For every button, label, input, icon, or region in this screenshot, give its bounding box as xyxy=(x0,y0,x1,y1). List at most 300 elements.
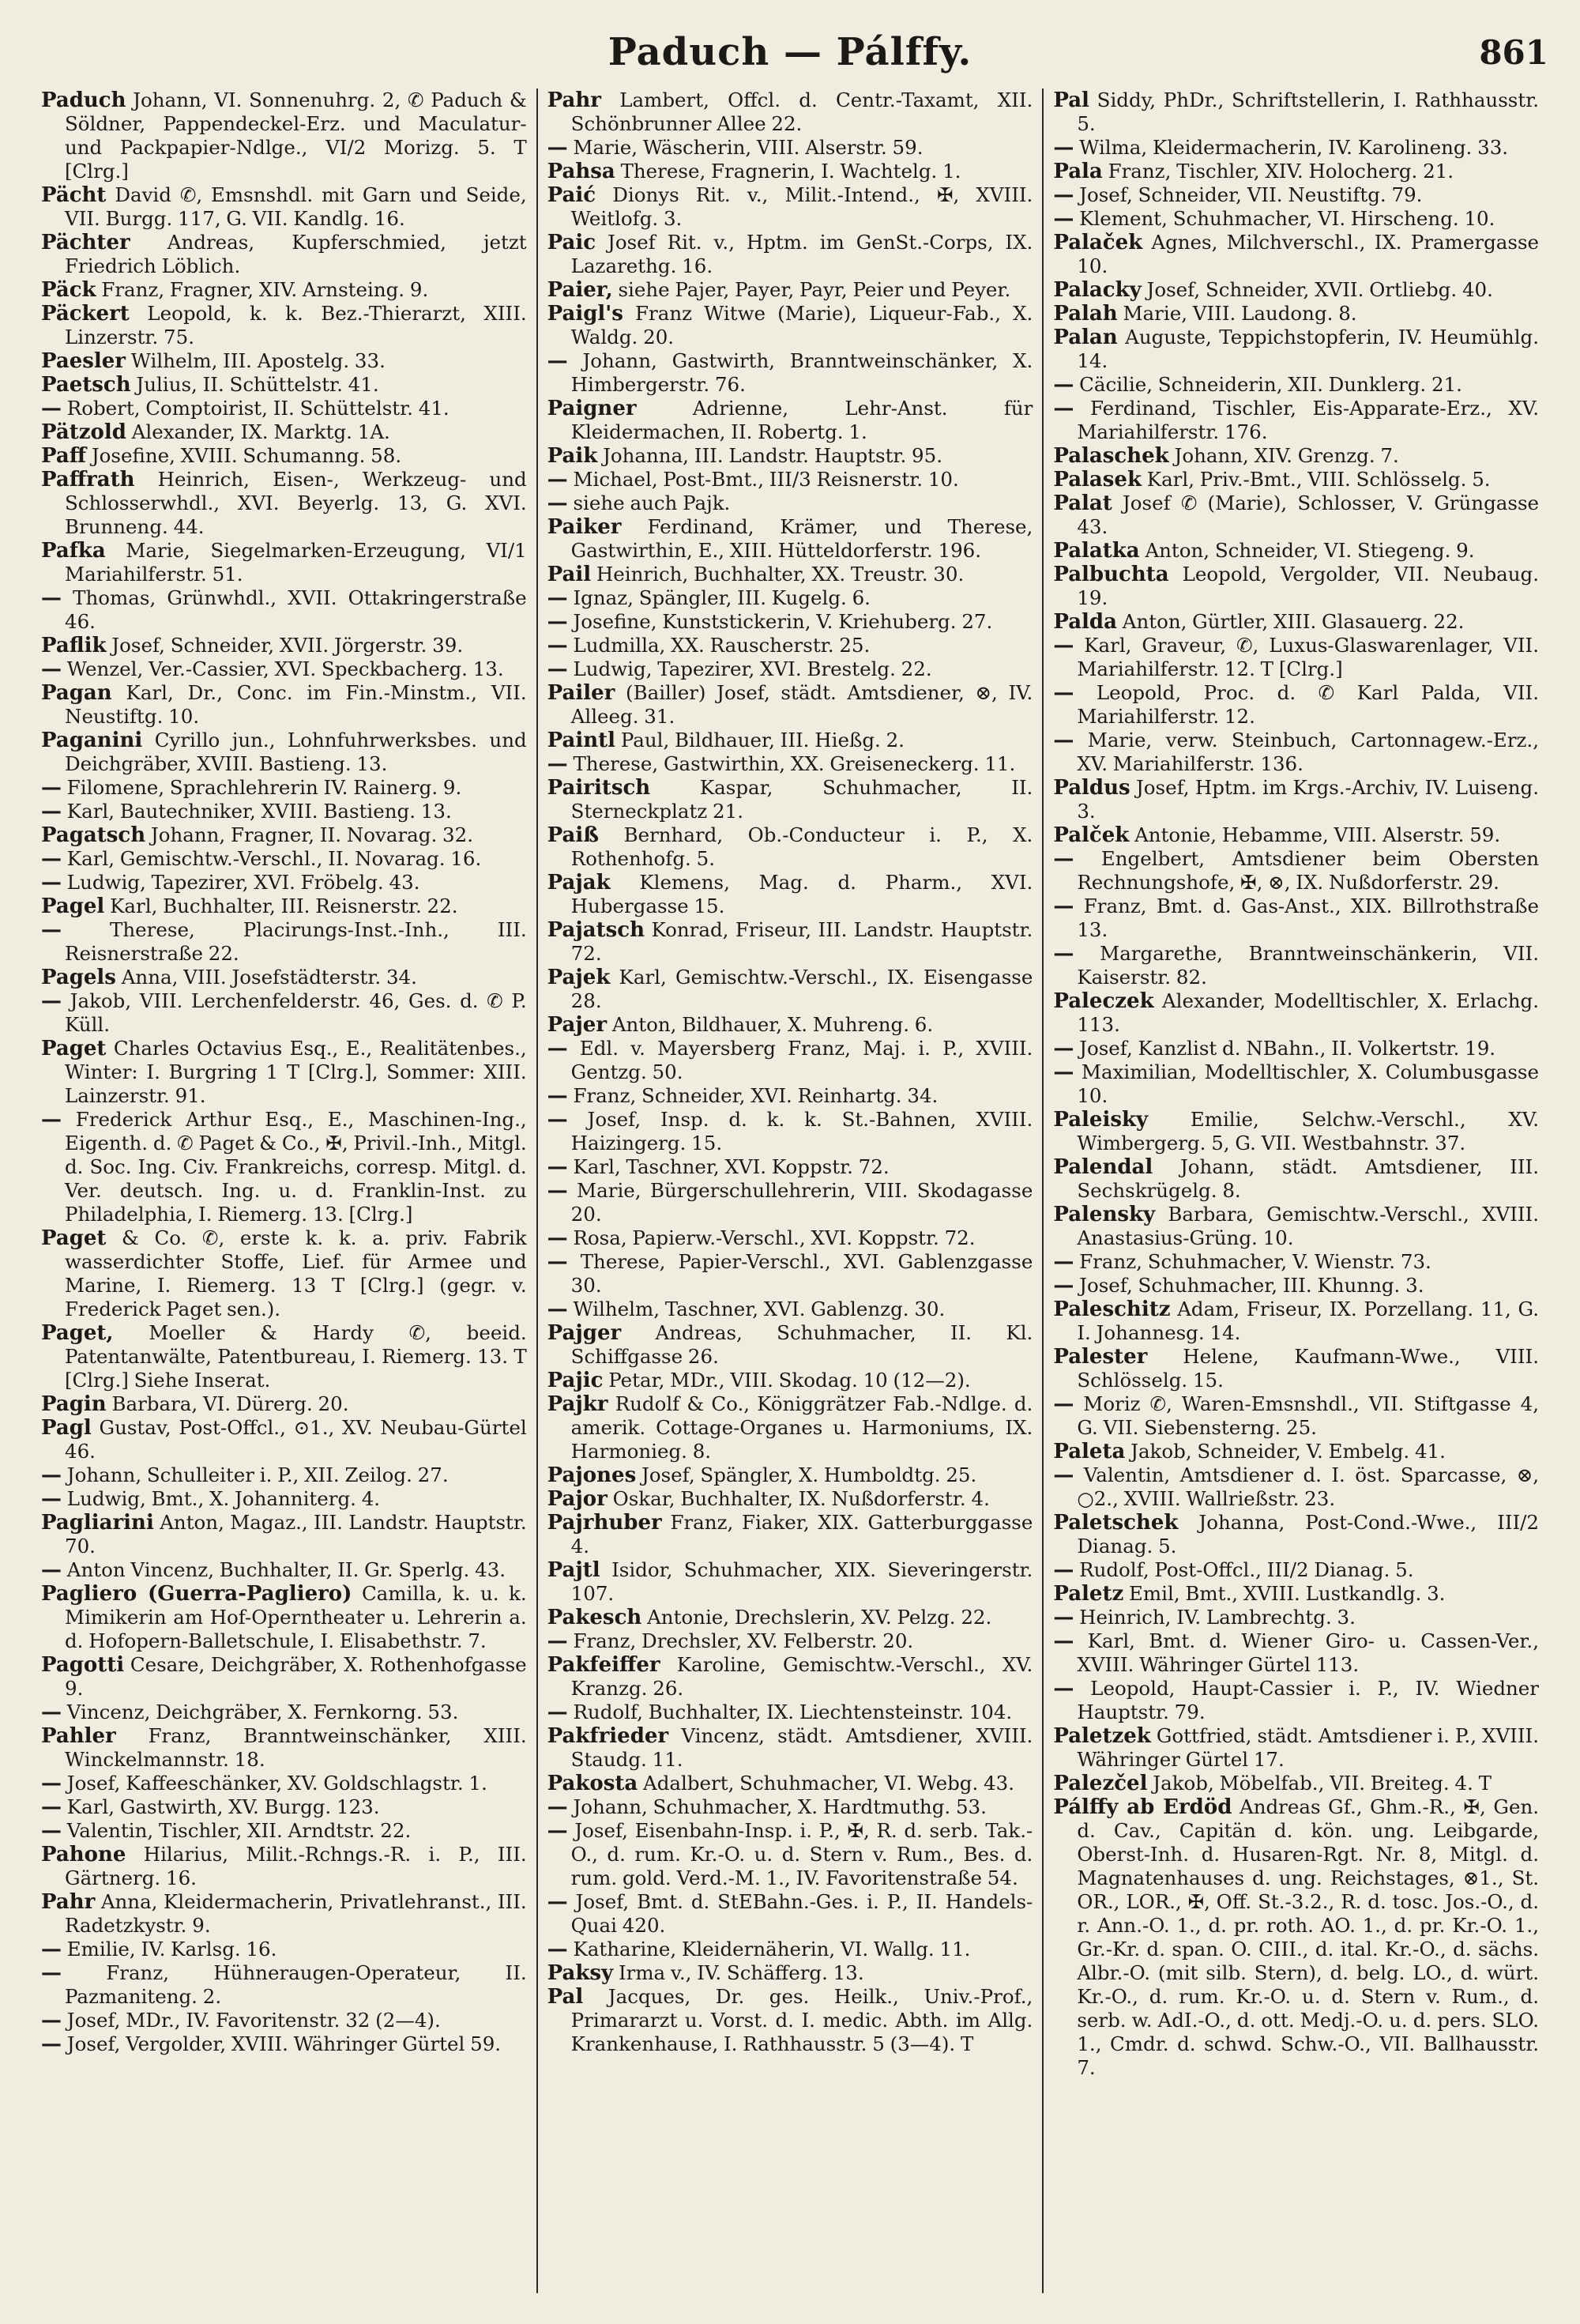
directory-entry xyxy=(547,1961,1033,1985)
entry-surname: — xyxy=(547,1819,568,1843)
entry-surname: Palaschek xyxy=(1053,444,1169,468)
directory-entry xyxy=(547,1653,1033,1701)
entry-surname: Paleschitz xyxy=(1053,1298,1171,1321)
entry-surname: — xyxy=(547,610,568,634)
entry-details: Dionys Rit. v., Milit.-Intend., ✠, XVIII. Weitlofg. 3. xyxy=(570,183,1033,230)
entry-surname: Paksy xyxy=(547,1961,614,1985)
directory-entry xyxy=(1053,1463,1539,1511)
entry-details: Josef, Schneider, XVII. Jörgerstr. 39. xyxy=(111,634,464,657)
directory-entry xyxy=(547,1250,1033,1298)
directory-entry xyxy=(41,1416,527,1463)
column-1 xyxy=(32,89,538,2293)
entry-details: Karl, Dr., Conc. im Fin.-Minstm., VII. Neustiftg. 10. xyxy=(65,681,527,728)
entry-surname: Pajrhuber xyxy=(547,1511,662,1535)
entry-surname: Pala xyxy=(1053,160,1103,183)
directory-entry xyxy=(1053,1558,1539,1582)
entry-surname: — xyxy=(547,586,568,610)
directory-entry xyxy=(1053,539,1539,563)
entry-details: Josef, Kaffeeschänker, XV. Goldschlagstr. 1. xyxy=(66,1772,487,1795)
entry-details: Irma v., IV. Schäfferg. 13. xyxy=(618,1961,864,1984)
entry-details: Franz, Bmt. d. Gas-Anst., XIX. Billrothstraße 13. xyxy=(1077,895,1540,941)
entry-surname: — xyxy=(547,1155,568,1179)
entry-details: Anna, Kleidermacherin, Privatlehranst., III. Radetzkystr. 9. xyxy=(65,1890,527,1937)
directory-entry xyxy=(547,657,1033,681)
directory-entry xyxy=(547,1179,1033,1226)
entry-surname: Pajones xyxy=(547,1463,637,1487)
entry-details: Ludwig, Tapezirer, XVI. Brestelg. 22. xyxy=(573,657,932,680)
entry-surname: — xyxy=(41,2009,62,2032)
entry-surname: Paik xyxy=(547,444,598,468)
entry-details: Isidor, Schuhmacher, XIX. Sieveringerstr. 107. xyxy=(570,1558,1033,1605)
entry-details: Johann, XIV. Grenzg. 7. xyxy=(1174,444,1399,467)
entry-details: Therese, Papier-Verschl., XVI. Gablenzgasse 30. xyxy=(570,1250,1033,1297)
entry-surname: Paget, xyxy=(41,1321,114,1345)
entry-details: Karl, Taschner, XVI. Koppstr. 72. xyxy=(573,1155,890,1178)
entry-details: Josef, Vergolder, XVIII. Währinger Gürtel 59. xyxy=(66,2032,502,2055)
directory-entry xyxy=(1053,1677,1539,1724)
directory-entry xyxy=(547,515,1033,563)
entry-details: Josef, Bmt. d. StEBahn.-Ges. i. P., II. Handels-Quai 420. xyxy=(570,1890,1033,1937)
entry-details: Josef Rit. v., Hptm. im GenSt.-Corps, IX. Lazarethg. 16. xyxy=(570,231,1033,277)
directory-entry xyxy=(41,586,527,634)
directory-entry xyxy=(41,1582,527,1653)
directory-entry xyxy=(547,278,1033,302)
entry-surname: — xyxy=(41,1701,62,1724)
entry-details: Karl, Bmt. d. Wiener Giro- u. Cassen-Ver., XVIII. Währinger Gürtel 113. xyxy=(1077,1629,1540,1676)
entry-surname: Pagliero (Guerra-Pagliero) xyxy=(41,1582,352,1606)
entry-surname: — xyxy=(1053,1606,1074,1629)
entry-surname: Pajkr xyxy=(547,1392,608,1416)
entry-details: Johanna, Post-Cond.-Wwe., III/2 Dianag. 5. xyxy=(1077,1511,1540,1557)
entry-surname: — xyxy=(547,1226,568,1250)
entry-details: Franz, Hühneraugen-Operateur, II. Pazmaniteng. 2. xyxy=(65,1961,527,2008)
entry-details: Therese, Placirungs-Inst.-Inh., III. Reisnerstraße 22. xyxy=(65,918,527,965)
entry-surname: Paintl xyxy=(547,729,616,752)
entry-surname: Pagliarini xyxy=(41,1511,154,1535)
entry-surname: — xyxy=(547,1108,568,1132)
entry-details: Heinrich, Eisen-, Werkzeug- und Schlosserwhdl., XVI. Beyerlg. 13, G. XVI. Brunneng. 44. xyxy=(65,468,527,538)
entry-details: Marie, Siegelmarken-Erzeugung, VI/1 Mariahilferstr. 51. xyxy=(65,539,527,586)
entry-details: Klemens, Mag. d. Pharm., XVI. Hubergasse 15. xyxy=(570,871,1033,917)
entry-details: Helene, Kaufmann-Wwe., VIII. Schlösselg. 15. xyxy=(1077,1345,1540,1392)
entry-surname: Pagatsch xyxy=(41,823,146,847)
entry-surname: Paldus xyxy=(1053,776,1130,800)
directory-entry xyxy=(1053,1250,1539,1274)
entry-details: Cäcilie, Schneiderin, XII. Dunklerg. 21. xyxy=(1079,373,1462,396)
entry-details: Anton, Gürtler, XIII. Glasauerg. 22. xyxy=(1122,610,1465,633)
directory-entry xyxy=(1053,1060,1539,1108)
directory-entry xyxy=(1053,942,1539,989)
directory-entry xyxy=(547,349,1033,397)
entry-surname: Palbuchta xyxy=(1053,563,1169,586)
directory-entry xyxy=(41,1226,527,1321)
directory-entry xyxy=(1053,373,1539,397)
entry-surname: — xyxy=(547,492,568,515)
directory-entry xyxy=(41,1938,527,1961)
directory-entry xyxy=(547,918,1033,966)
entry-details: Anna, VIII. Josefstädterstr. 34. xyxy=(121,966,417,989)
directory-entry xyxy=(547,610,1033,634)
entry-surname: — xyxy=(41,847,62,871)
entry-details: Antonie, Drechslerin, XV. Pelzg. 22. xyxy=(647,1606,992,1629)
entry-details: Anton, Schneider, VI. Stiegeng. 9. xyxy=(1145,539,1475,562)
directory-entry xyxy=(41,539,527,586)
entry-details: Julius, II. Schüttelstr. 41. xyxy=(136,373,379,396)
entry-details: Bernhard, Ob.-Conducteur i. P., X. Rothenhofg. 5. xyxy=(570,823,1033,870)
entry-surname: Pagl xyxy=(41,1416,92,1440)
directory-entry xyxy=(547,563,1033,586)
entry-details: Rudolf & Co., Königgrätzer Fab.-Ndlge. d. amerik. Cottage-Organes u. Harmoniums, IX. Harmonieg. 8. xyxy=(570,1392,1033,1463)
entry-details: Franz, Schuhmacher, V. Wienstr. 73. xyxy=(1079,1250,1431,1273)
entry-surname: Pahr xyxy=(41,1890,96,1914)
directory-entry xyxy=(1053,634,1539,681)
directory-entry xyxy=(41,2032,527,2056)
entry-details: Johann, Schuhmacher, X. Hardtmuthg. 53. xyxy=(573,1795,987,1818)
directory-entry xyxy=(41,918,527,966)
entry-details: Josef, MDr., IV. Favoritenstr. 32 (2—4). xyxy=(66,2009,441,2032)
entry-details: Katharine, Kleidernäherin, VI. Wallg. 11. xyxy=(573,1938,971,1961)
entry-details: Gustav, Post-Offcl., ⊙1., XV. Neubau-Gürtel 46. xyxy=(65,1416,527,1463)
entry-surname: Pal xyxy=(1053,89,1089,112)
entry-details: Josef, Spängler, X. Humboldtg. 25. xyxy=(641,1463,977,1486)
directory-entry xyxy=(547,231,1033,278)
entry-surname: Pajtl xyxy=(547,1558,600,1582)
directory-entry xyxy=(41,420,527,444)
entry-details: Vincenz, Deichgräber, X. Fernkorng. 53. xyxy=(66,1701,459,1723)
entry-surname: Paigner xyxy=(547,397,637,420)
entry-details: Gottfried, städt. Amtsdiener i. P., XVIII. Währinger Gürtel 17. xyxy=(1077,1724,1540,1771)
entry-surname: — xyxy=(1053,397,1074,420)
entry-surname: Paiker xyxy=(547,515,622,539)
directory-entry xyxy=(547,183,1033,231)
directory-entry xyxy=(547,1795,1033,1819)
directory-entry xyxy=(1053,326,1539,373)
directory-entry xyxy=(547,586,1033,610)
entry-details: Josef, Hptm. im Krgs.-Archiv, IV. Luiseng. 3. xyxy=(1077,776,1540,823)
directory-entry xyxy=(1053,1511,1539,1558)
entry-surname: Pagel xyxy=(41,895,105,918)
entry-surname: Palček xyxy=(1053,823,1130,847)
entry-surname: — xyxy=(547,1795,568,1819)
entry-surname: Palacky xyxy=(1053,278,1142,302)
entry-details: Oskar, Buchhalter, IX. Nußdorferstr. 4. xyxy=(612,1487,990,1510)
entry-details: Rosa, Papierw.-Verschl., XVI. Koppstr. 72. xyxy=(573,1226,976,1249)
directory-entry xyxy=(41,1772,527,1795)
directory-entry xyxy=(41,657,527,681)
page-number: 861 xyxy=(1479,33,1548,72)
directory-entry xyxy=(41,1511,527,1558)
entry-details: Rudolf, Buchhalter, IX. Liechtensteinstr. 104. xyxy=(573,1701,1013,1723)
entry-surname: Palah xyxy=(1053,302,1118,326)
entry-details: Marie, verw. Steinbuch, Cartonnagew.-Erz., XV. Mariahilferstr. 136. xyxy=(1077,729,1540,775)
entry-surname: — xyxy=(1053,1250,1074,1274)
directory-entry xyxy=(547,302,1033,349)
directory-entry xyxy=(1053,1037,1539,1060)
entry-details: Agnes, Milchverschl., IX. Pramergasse 10. xyxy=(1077,231,1540,277)
directory-entry xyxy=(547,89,1033,136)
entry-surname: — xyxy=(1053,1677,1074,1701)
entry-surname: Paic xyxy=(547,231,596,254)
entry-surname: Paleta xyxy=(1053,1440,1126,1463)
directory-entry xyxy=(1053,183,1539,207)
entry-surname: Pafka xyxy=(41,539,106,563)
entry-details: Jacques, Dr. ges. Heilk., Univ.-Prof., Primararzt u. Vorst. d. I. medic. Abth. im Allg. Krankenhause, I. Rathhausstr. 5 (3—4). T xyxy=(570,1985,1033,2055)
directory-entry xyxy=(547,1487,1033,1511)
entry-details: Vincenz, städt. Amtsdiener, XVIII. Staudg. 11. xyxy=(570,1724,1033,1771)
entry-details: Karl, Bautechniker, XVIII. Bastieng. 13. xyxy=(66,800,452,823)
directory-entry xyxy=(1053,278,1539,302)
directory-entry xyxy=(547,1890,1033,1938)
entry-surname: Pagin xyxy=(41,1392,107,1416)
entry-surname: — xyxy=(1053,1392,1074,1416)
entry-details: Jakob, Schneider, V. Embelg. 41. xyxy=(1130,1440,1446,1463)
entry-surname: — xyxy=(1053,681,1074,705)
entry-surname: — xyxy=(1053,634,1074,657)
directory-entry xyxy=(1053,1298,1539,1345)
entry-details: Josef, Schneider, XVII. Ortliebg. 40. xyxy=(1146,278,1493,301)
entry-details: Paul, Bildhauer, III. Hießg. 2. xyxy=(620,729,905,751)
entry-surname: — xyxy=(547,1084,568,1108)
directory-entry xyxy=(1053,1440,1539,1463)
entry-surname: — xyxy=(41,918,62,942)
directory-entry xyxy=(1053,1795,1539,2080)
directory-entry xyxy=(41,89,527,183)
directory-entry xyxy=(1053,1155,1539,1203)
entry-surname: — xyxy=(41,1795,62,1819)
entry-details: Michael, Post-Bmt., III/3 Reisnerstr. 10. xyxy=(573,468,959,491)
directory-entry xyxy=(547,1938,1033,1961)
entry-surname: — xyxy=(547,136,568,160)
directory-entry xyxy=(41,1961,527,2009)
directory-entry xyxy=(1053,1345,1539,1392)
directory-entry xyxy=(1053,444,1539,468)
directory-entry xyxy=(41,1037,527,1108)
entry-surname: Paflik xyxy=(41,634,107,657)
entry-details: Thomas, Grünwhdl., XVII. Ottakringerstraße 46. xyxy=(65,586,527,633)
entry-surname: — xyxy=(41,1487,62,1511)
entry-details: Siddy, PhDr., Schriftstellerin, I. Rathhausstr. 5. xyxy=(1077,89,1540,135)
entry-details: Hilarius, Milit.-Rchngs.-R. i. P., III. Gärtnerg. 16. xyxy=(65,1843,527,1889)
directory-entry xyxy=(41,729,527,776)
entry-details: Frederick Arthur Esq., E., Maschinen-Ing., Eigenth. d. ✆ Paget & Co., ✠, Privil.-Inh., Mitgl. d. Soc. Ing. Civ. Frankreichs, corresp. Mitgl. d. Ver. deutsch. Ing. u. d. Franklin-Inst. zu Philadelphia, I. Riemerg. 13. [Clrg.] xyxy=(65,1108,527,1226)
entry-details: Johann, VI. Sonnenuhrg. 2, ✆ Paduch & Söldner, Pappendeckel-Erz. und Maculatur- und Packpapier-Ndlge., VI/2 Morizg. 5. T [Clrg.] xyxy=(65,89,527,183)
directory-entry xyxy=(547,1511,1033,1558)
entry-surname: Pajatsch xyxy=(547,918,645,942)
entry-details: Jakob, Möbelfab., VII. Breiteg. 4. T xyxy=(1153,1772,1492,1795)
directory-entry xyxy=(1053,160,1539,183)
entry-surname: Pagels xyxy=(41,966,116,989)
entry-surname: — xyxy=(1053,136,1074,160)
entry-surname: — xyxy=(547,752,568,776)
entry-surname: Palester xyxy=(1053,1345,1148,1369)
directory-entry xyxy=(547,1701,1033,1724)
entry-details: Camilla, k. u. k. Mimikerin am Hof-Operntheater u. Lehrerin a. d. Hofopern-Balletschule, I. Elisabethstr. 7. xyxy=(65,1582,527,1652)
directory-entry xyxy=(1053,1392,1539,1440)
entry-details: Adam, Friseur, IX. Porzellang. 11, G. I. Johannesg. 14. xyxy=(1077,1298,1540,1344)
entry-surname: Paduch xyxy=(41,89,126,112)
entry-surname: Paletschek xyxy=(1053,1511,1179,1535)
entry-surname: Paleisky xyxy=(1053,1108,1149,1132)
directory-entry xyxy=(41,634,527,657)
directory-entry xyxy=(547,1369,1033,1392)
entry-details: Johann, städt. Amtsdiener, III. Sechskrügelg. 8. xyxy=(1077,1155,1540,1202)
entry-details: Ferdinand, Tischler, Eis-Apparate-Erz., XV. Mariahilferstr. 176. xyxy=(1077,397,1540,443)
entry-details: Klement, Schuhmacher, VI. Hirscheng. 10. xyxy=(1079,207,1495,230)
entry-surname: Pahr xyxy=(547,89,601,112)
entry-details: Wenzel, Ver.-Cassier, XVI. Speckbacherg. 13. xyxy=(66,657,504,680)
entry-details: Ludwig, Bmt., X. Johanniterg. 4. xyxy=(66,1487,381,1510)
entry-surname: — xyxy=(547,1701,568,1724)
directory-entry xyxy=(1053,681,1539,729)
entry-details: Auguste, Teppichstopferin, IV. Heumühlg. 14. xyxy=(1077,326,1540,372)
entry-details: Filomene, Sprachlehrerin IV. Rainerg. 9. xyxy=(66,776,462,799)
directory-entry xyxy=(1053,397,1539,444)
entry-details: Johann, Schulleiter i. P., XII. Zeilog. 27. xyxy=(66,1463,449,1486)
entry-details: Cyrillo jun., Lohnfuhrwerksbes. und Deichgräber, XVIII. Bastieng. 13. xyxy=(65,729,527,775)
entry-surname: — xyxy=(547,468,568,492)
entry-details: Franz, Schneider, XVI. Reinhartg. 34. xyxy=(573,1084,939,1107)
entry-surname: Päckert xyxy=(41,302,130,326)
entry-details: Moeller & Hardy ✆, beeid. Patentanwälte, Patentbureau, I. Riemerg. 13. T [Clrg.] Siehe Inserat. xyxy=(65,1321,527,1392)
entry-details: Franz, Tischler, XIV. Holocherg. 21. xyxy=(1108,160,1454,183)
directory-entry xyxy=(41,871,527,895)
entry-surname: — xyxy=(41,1961,62,1985)
entry-surname: Päck xyxy=(41,278,96,302)
entry-surname: Pahsa xyxy=(547,160,615,183)
entry-surname: Paier, xyxy=(547,278,613,302)
directory-entry xyxy=(41,1795,527,1819)
directory-entry xyxy=(1053,1582,1539,1606)
entry-surname: Pailer xyxy=(547,681,615,705)
directory-entry xyxy=(41,468,527,539)
entry-surname: Palatka xyxy=(1053,539,1140,563)
entry-surname: Pakfrieder xyxy=(547,1724,669,1748)
entry-details: Josef, Kanzlist d. NBahn., II. Volkertstr. 19. xyxy=(1079,1037,1496,1060)
directory-entry xyxy=(1053,847,1539,895)
directory-entry xyxy=(41,681,527,729)
directory-entry xyxy=(41,1653,527,1701)
directory-entry xyxy=(547,1298,1033,1321)
entry-details: Karl, Gemischtw.-Verschl., II. Novarag. 16. xyxy=(66,847,482,870)
entry-surname: — xyxy=(41,1819,62,1843)
page-header xyxy=(32,30,1548,85)
entry-surname: Palaček xyxy=(1053,231,1143,254)
entry-surname: — xyxy=(547,1037,568,1060)
entry-details: Anton, Magaz., III. Landstr. Hauptstr. 70. xyxy=(65,1511,527,1557)
entry-surname: Pairitsch xyxy=(547,776,651,800)
entry-details: Johann, Gastwirth, Branntweinschänker, X. Himbergerstr. 76. xyxy=(570,349,1033,396)
entry-surname: — xyxy=(41,397,62,420)
entry-surname: Pajger xyxy=(547,1321,622,1345)
directory-entry xyxy=(547,776,1033,823)
entry-details: Alexander, Modelltischler, X. Erlachg. 113. xyxy=(1077,989,1540,1036)
entry-details: Josef, Schneider, VII. Neustiftg. 79. xyxy=(1079,183,1423,206)
entry-surname: — xyxy=(1053,1060,1074,1084)
entry-details: Edl. v. Mayersberg Franz, Maj. i. P., XVIII. Gentzg. 50. xyxy=(570,1037,1033,1083)
directory-entry xyxy=(547,1108,1033,1155)
entry-details: Karl, Gemischtw.-Verschl., IX. Eisengasse 28. xyxy=(570,966,1033,1012)
directory-entry xyxy=(547,1558,1033,1606)
entry-details: Josefine, Kunststickerin, V. Kriehuberg. 27. xyxy=(573,610,993,633)
entry-surname: — xyxy=(547,1938,568,1961)
entry-details: Emilie, IV. Karlsg. 16. xyxy=(66,1938,277,1961)
entry-details: Margarethe, Branntweinschänkerin, VII. Kaiserstr. 82. xyxy=(1077,942,1540,989)
directory-entry xyxy=(1053,895,1539,942)
directory-entry xyxy=(547,1819,1033,1890)
entry-surname: Paffrath xyxy=(41,468,135,492)
entry-details: Rudolf, Post-Offcl., III/2 Dianag. 5. xyxy=(1079,1558,1414,1581)
entry-details: Adrienne, Lehr-Anst. für Kleidermachen, II. Robertg. 1. xyxy=(570,397,1033,443)
entry-details: Valentin, Tischler, XII. Arndtstr. 22. xyxy=(66,1819,412,1842)
entry-details: David ✆, Emsnshdl. mit Garn und Seide, VII. Burgg. 117, G. VII. Kandlg. 16. xyxy=(65,183,527,230)
entry-details: Lambert, Offcl. d. Centr.-Taxamt, XII. Schönbrunner Allee 22. xyxy=(570,89,1033,135)
directory-entry xyxy=(547,444,1033,468)
entry-surname: — xyxy=(41,776,62,800)
directory-entry xyxy=(1053,729,1539,776)
entry-details: Leopold, Proc. d. ✆ Karl Palda, VII. Mariahilferstr. 12. xyxy=(1077,681,1540,728)
entry-surname: Pagan xyxy=(41,681,112,705)
directory-entry xyxy=(547,1606,1033,1629)
directory-entry xyxy=(1053,231,1539,278)
entry-surname: — xyxy=(1053,183,1074,207)
directory-entry xyxy=(1053,776,1539,823)
entry-details: Ludwig, Tapezirer, XVI. Fröbelg. 43. xyxy=(66,871,420,894)
entry-surname: — xyxy=(41,871,62,895)
entry-details: Karl, Priv.-Bmt., VIII. Schlösselg. 5. xyxy=(1146,468,1491,491)
directory-entry xyxy=(1053,1606,1539,1629)
entry-details: Josefine, XVIII. Schumanng. 58. xyxy=(91,444,402,467)
entry-details: Josef, Insp. d. k. k. St.-Bahnen, XVIII. Haizingerg. 15. xyxy=(570,1108,1033,1154)
entry-surname: — xyxy=(547,1250,568,1274)
directory-entry xyxy=(41,231,527,278)
entry-details: Robert, Comptoirist, II. Schüttelstr. 41. xyxy=(66,397,450,420)
entry-details: Franz, Fiaker, XIX. Gatterburggasse 4. xyxy=(570,1511,1033,1557)
entry-surname: Pächter xyxy=(41,231,130,254)
directory-entry xyxy=(547,681,1033,729)
entry-details: Andreas Gf., Ghm.-R., ✠, Gen. d. Cav., Capitän d. kön. ung. Leibgarde, Oberst-Inh. d. Husaren-Rgt. Nr. 8, Mitgl. d. Magnatenhauses d. ung. Reichstages, ⊗1., St. OR., LOR., ✠, Off. St.-3.2., R. d. tosc. Jos.-O., d. r. Ann.-O. 1., d. pr. roth. AO. 1., d. pr. Kr.-O. 1., Gr.-Kr. d. span. O. CIII., d. ital. Kr.-O., d. sächs. Albr.-O. (mit silb. Stern), d. belg. LO., d. würt. Kr.-O., d. rum. Kr.-O. u. d. Stern v. Rum., d. serb. w. AdI.-O., d. ott. Medj.-O. u. d. pers. SLO. 1., Cmdr. d. schwd. Schw.-O., VII. Ballhausstr. 7. xyxy=(1077,1795,1540,2079)
entry-surname: — xyxy=(41,657,62,681)
entry-surname: — xyxy=(1053,895,1074,918)
entry-details: Marie, Bürgerschullehrerin, VIII. Skodagasse 20. xyxy=(570,1179,1033,1226)
directory-entry xyxy=(41,1843,527,1890)
directory-entry xyxy=(1053,136,1539,160)
directory-entry xyxy=(41,1487,527,1511)
directory-entry xyxy=(547,871,1033,918)
directory-entry xyxy=(41,1558,527,1582)
directory-entry xyxy=(41,895,527,918)
entry-surname: — xyxy=(1053,847,1074,871)
entry-surname: — xyxy=(1053,729,1074,752)
directory-entry xyxy=(41,1701,527,1724)
directory-entry xyxy=(547,1463,1033,1487)
entry-surname: Pagotti xyxy=(41,1653,125,1677)
directory-entry xyxy=(41,823,527,847)
directory-columns xyxy=(32,89,1548,2293)
entry-details: Josef ✆ (Marie), Schlosser, V. Grüngasse 43. xyxy=(1077,492,1540,538)
entry-details: Valentin, Amtsdiener d. I. öst. Sparcasse, ⊗, ○2., XVIII. Wallrießstr. 23. xyxy=(1077,1463,1540,1510)
entry-details: Ludmilla, XX. Rauscherstr. 25. xyxy=(573,634,871,657)
entry-surname: Paić xyxy=(547,183,596,207)
entry-surname: Pal xyxy=(547,1985,584,2009)
directory-entry xyxy=(41,183,527,231)
directory-entry xyxy=(41,2009,527,2032)
directory-entry xyxy=(1053,207,1539,231)
entry-surname: — xyxy=(41,586,62,610)
entry-details: Franz, Branntweinschänker, XIII. Winckelmannstr. 18. xyxy=(65,1724,527,1771)
entry-surname: Palda xyxy=(1053,610,1117,634)
entry-surname: — xyxy=(41,1938,62,1961)
entry-surname: Paletzek xyxy=(1053,1724,1151,1748)
